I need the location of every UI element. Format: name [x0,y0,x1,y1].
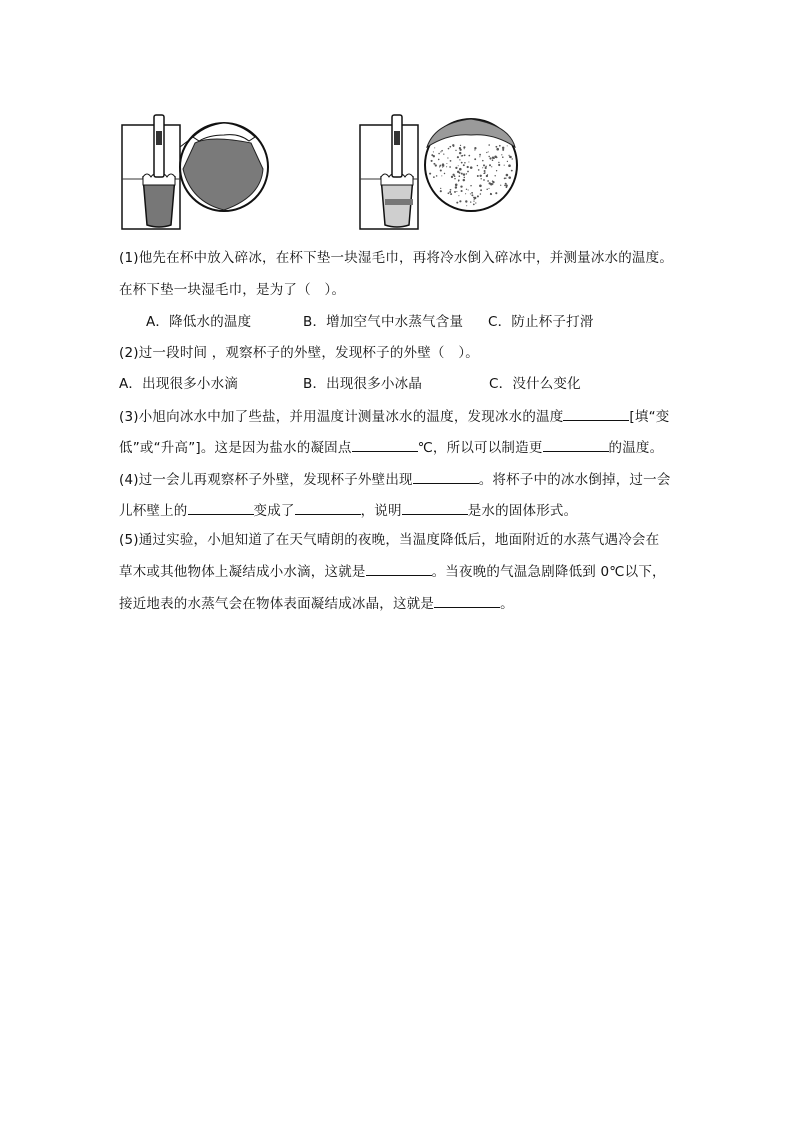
q5-text-3: 接近地表的水蒸气会在物体表面凝结成冰晶，这就是 [119,596,435,612]
frost-dot [492,183,494,185]
q5-blank-1[interactable] [366,561,432,576]
q3-blank-1[interactable] [563,406,629,421]
frost-dot [484,172,485,173]
frost-dot [470,185,471,186]
thermometer [392,115,402,177]
frost-dot [501,154,502,155]
frost-dot [500,185,501,186]
frost-dot [434,147,435,148]
frost-dot [511,158,512,159]
frost-dot [511,170,513,172]
q3-text-1: (3)小旭向冰水中加了些盐，并用温度计测量冰水的温度，发现冰水的温度 [119,409,564,425]
frost-dot [505,177,506,178]
frost-dot [438,153,440,155]
frost-dot [436,175,438,177]
frost-dot [480,178,481,179]
frost-dot [452,174,454,176]
frost-dot [495,146,497,148]
frost-dot [459,200,461,202]
frost-dot [492,159,494,161]
frost-dot [486,152,487,153]
frost-dot [439,165,441,167]
frost-dot [442,167,443,168]
q4-line2 [119,500,577,521]
frost-dot [492,181,494,183]
frost-dot [491,166,492,167]
thermometer-display [394,131,400,145]
q4-text-4: 变成了 [253,503,295,519]
q2-options [119,374,581,394]
q1-option-b[interactable]: B．增加空气中水蒸气含量 [303,314,464,330]
frost-dot [452,144,454,146]
frost-dot [463,146,465,148]
frost-dot [483,164,485,166]
frost-dot [459,152,461,154]
q3-line2 [119,437,663,458]
frost-dot [461,190,463,192]
q2-line1: (2)过一段时间 ，观察杯子的外壁，发现杯子的外壁（ ）。 [119,345,479,361]
frost-dot [456,202,458,204]
frost-dot [477,165,478,166]
frost-dot [506,185,508,187]
q4-blank-2[interactable] [188,500,254,515]
frost-dot [457,171,459,173]
frost-dot [448,148,450,150]
q3-blank-2[interactable] [352,437,418,452]
frost-dot [441,175,442,176]
frost-dot [474,149,475,150]
frost-dot [459,149,461,151]
frost-dot [455,184,458,187]
frost-dot [508,164,511,167]
frost-dot [479,185,482,188]
frost-dot [460,145,461,146]
q5-line2 [119,561,666,582]
frost-dot [498,164,500,166]
frost-dot [458,165,459,166]
frost-dot [466,205,467,206]
frost-dot [502,156,504,158]
q3-blank-3[interactable] [543,437,609,452]
q5-blank-2[interactable] [434,593,500,608]
frost-dot [488,156,489,157]
frost-dot [489,182,491,184]
frost-dot [461,173,463,175]
frost-dot [479,154,481,156]
q4-text-6: 是水的固体形式。 [467,503,578,519]
q4-blank-1[interactable] [413,469,479,484]
frost-dot [450,189,452,191]
q1-option-c[interactable]: C．防止杯子打滑 [488,314,594,330]
frost-dot [429,173,431,175]
frost-dot [467,171,469,173]
frost-dot [506,174,509,177]
frost-dot [466,173,467,174]
frost-dot [461,155,463,157]
thermometer-display [156,131,162,145]
q5-text-2: 。当夜晚的气温急剧降低到 0℃以下， [431,564,666,580]
q5-line3 [119,593,514,614]
frost-dot [504,185,506,187]
frost-dot [496,157,498,159]
frost-dot [449,191,451,193]
cup-before-svg [121,107,271,232]
cup-illustration-after [359,107,524,232]
frost-dot [440,169,442,171]
frost-dot [484,170,486,172]
frost-dot [461,162,463,164]
frost-dot [488,144,490,146]
frost-dot [448,192,450,194]
frost-dot [489,164,491,166]
frost-dot [459,159,460,160]
q3-text-3: 低”或“升高”]。这是因为盐水的凝固点 [119,440,352,456]
frost-dot [505,183,507,185]
frost-dot [477,175,479,177]
frost-dot [464,177,466,179]
frost-dot [474,197,476,199]
frost-dot [482,160,484,162]
frost-dot [456,191,457,192]
frost-dot [454,178,456,180]
frost-dot [486,189,488,191]
frost-dot [473,204,475,206]
frost-dot [502,147,504,149]
frost-dot [446,166,447,167]
frost-dot [459,168,462,171]
q4-text-1: (4)过一会儿再观察杯子外壁，发现杯子外壁出现 [119,472,413,488]
frost-dot [443,153,444,154]
q1-option-a[interactable]: A．降低水的温度 [146,314,252,330]
frost-dot [449,166,451,168]
frost-dot [480,189,482,191]
frost-dot [433,176,435,178]
frost-dot [507,145,508,146]
frost-dot [435,164,437,166]
frost-dot [460,185,462,187]
frost-dot [455,150,456,151]
thermometer [154,115,164,177]
frost-dot [463,179,465,181]
q4-line1 [119,469,671,490]
q3-text-4: ℃，所以可以制造更 [417,440,543,456]
frost-dot [444,173,445,174]
frost-dot [464,148,465,149]
frost-dot [480,193,482,195]
q4-text-3: 儿杯壁上的 [119,503,188,519]
frost-dot [441,150,443,152]
frost-dot [466,189,467,190]
frost-dot [495,192,497,194]
q1-line2: 在杯下垫一块湿毛巾，是为了（ ）。 [119,282,346,298]
frost-dot [483,173,484,174]
frost-dot [492,156,494,158]
frost-dot [468,189,469,190]
frost-dot [451,176,453,178]
q2-option-c[interactable]: C．没什么变化 [489,376,581,392]
frost-dot [467,166,469,168]
frost-dot [449,146,451,148]
frost-dot [496,148,499,151]
frost-dot [458,180,459,181]
q5-text-4: 。 [500,596,514,612]
frost-dot [485,167,487,169]
frost-dot [475,202,476,203]
frost-dot [465,193,466,194]
frost-dot [442,163,444,165]
frost-dot [438,159,440,161]
frost-dot [471,192,473,194]
frost-dot [463,173,465,175]
q1-options [146,312,594,332]
frost-dot [499,145,501,147]
frost-dot [454,191,456,193]
frost-dot [508,155,509,156]
frost-dot [464,162,466,164]
frost-dot [496,170,497,171]
q3-text-5: 的温度。 [608,440,664,456]
frost-dot [508,176,511,179]
cup-illustration-before [121,107,271,232]
frost-dot [490,193,491,194]
frost-dot [483,179,485,181]
frost-dot [479,156,480,157]
q3-text-2: [填“变 [629,409,670,425]
frost-dot [489,157,491,159]
q4-text-2: 。将杯子中的冰水倒掉，过一会 [478,472,671,488]
frost-dot [459,175,461,177]
frost-dot [488,188,489,189]
frost-dot [478,169,480,171]
frost-dot [440,190,442,192]
frost-dot [486,175,488,177]
frost-dot [433,163,435,165]
frost-dot [440,151,441,152]
frost-dot [450,160,452,162]
frost-dot [464,154,466,156]
frost-dot [439,166,440,167]
q1-line1: (1)他先在杯中放入碎冰，在杯下垫一块湿毛巾，再将冷水倒入碎冰中，并测量冰水的温度。 [119,250,674,266]
frost-dot [455,167,457,169]
frost-dot [488,151,489,152]
frost-dot [471,194,473,196]
frost-dot [494,175,495,176]
q5-text-1: 草木或其他物体上凝结成小水滴，这就是 [119,564,366,580]
frost-dot [458,195,459,196]
q4-blank-3[interactable] [295,500,361,515]
frost-dot [470,166,473,169]
frost-dot [455,186,457,188]
frost-dot [469,155,471,157]
frost-dot [485,166,487,168]
frost-dot [504,165,505,166]
frost-dot [457,156,459,158]
frost-dot [468,161,469,162]
q3-line1 [119,406,669,427]
frost-dot [498,162,499,163]
frost-dot [446,163,447,164]
frost-dot [465,200,467,202]
frost-dot [431,160,433,162]
q2-option-b[interactable]: B．出现很多小冰晶 [303,376,423,392]
frost-dot [463,164,465,166]
q4-text-5: ，说明 [360,503,402,519]
q4-blank-4[interactable] [402,500,468,515]
frost-dot [474,158,476,160]
frost-dot [450,193,452,195]
frost-dot [440,188,441,189]
frost-dot [433,151,434,152]
frost-dot [480,175,482,177]
frost-dot [507,161,508,162]
frost-dot [482,167,483,168]
frost-dot [447,157,448,158]
frost-dot [477,195,479,197]
frost-dot [431,154,433,156]
frost-dot [470,201,471,202]
frost-dot [473,200,474,201]
frost-dot [474,147,476,149]
q5-line1: (5)通过实验，小旭知道了在天气晴朗的夜晚，当温度降低后，地面附近的水蒸气遇冷会在 [119,532,660,548]
cup-after-svg [359,107,524,232]
frost-dot [509,156,511,158]
frost-dot [502,149,504,151]
q2-option-a[interactable]: A．出现很多小水滴 [119,376,239,392]
frost-dot [487,180,489,182]
frost-dot [470,193,471,194]
